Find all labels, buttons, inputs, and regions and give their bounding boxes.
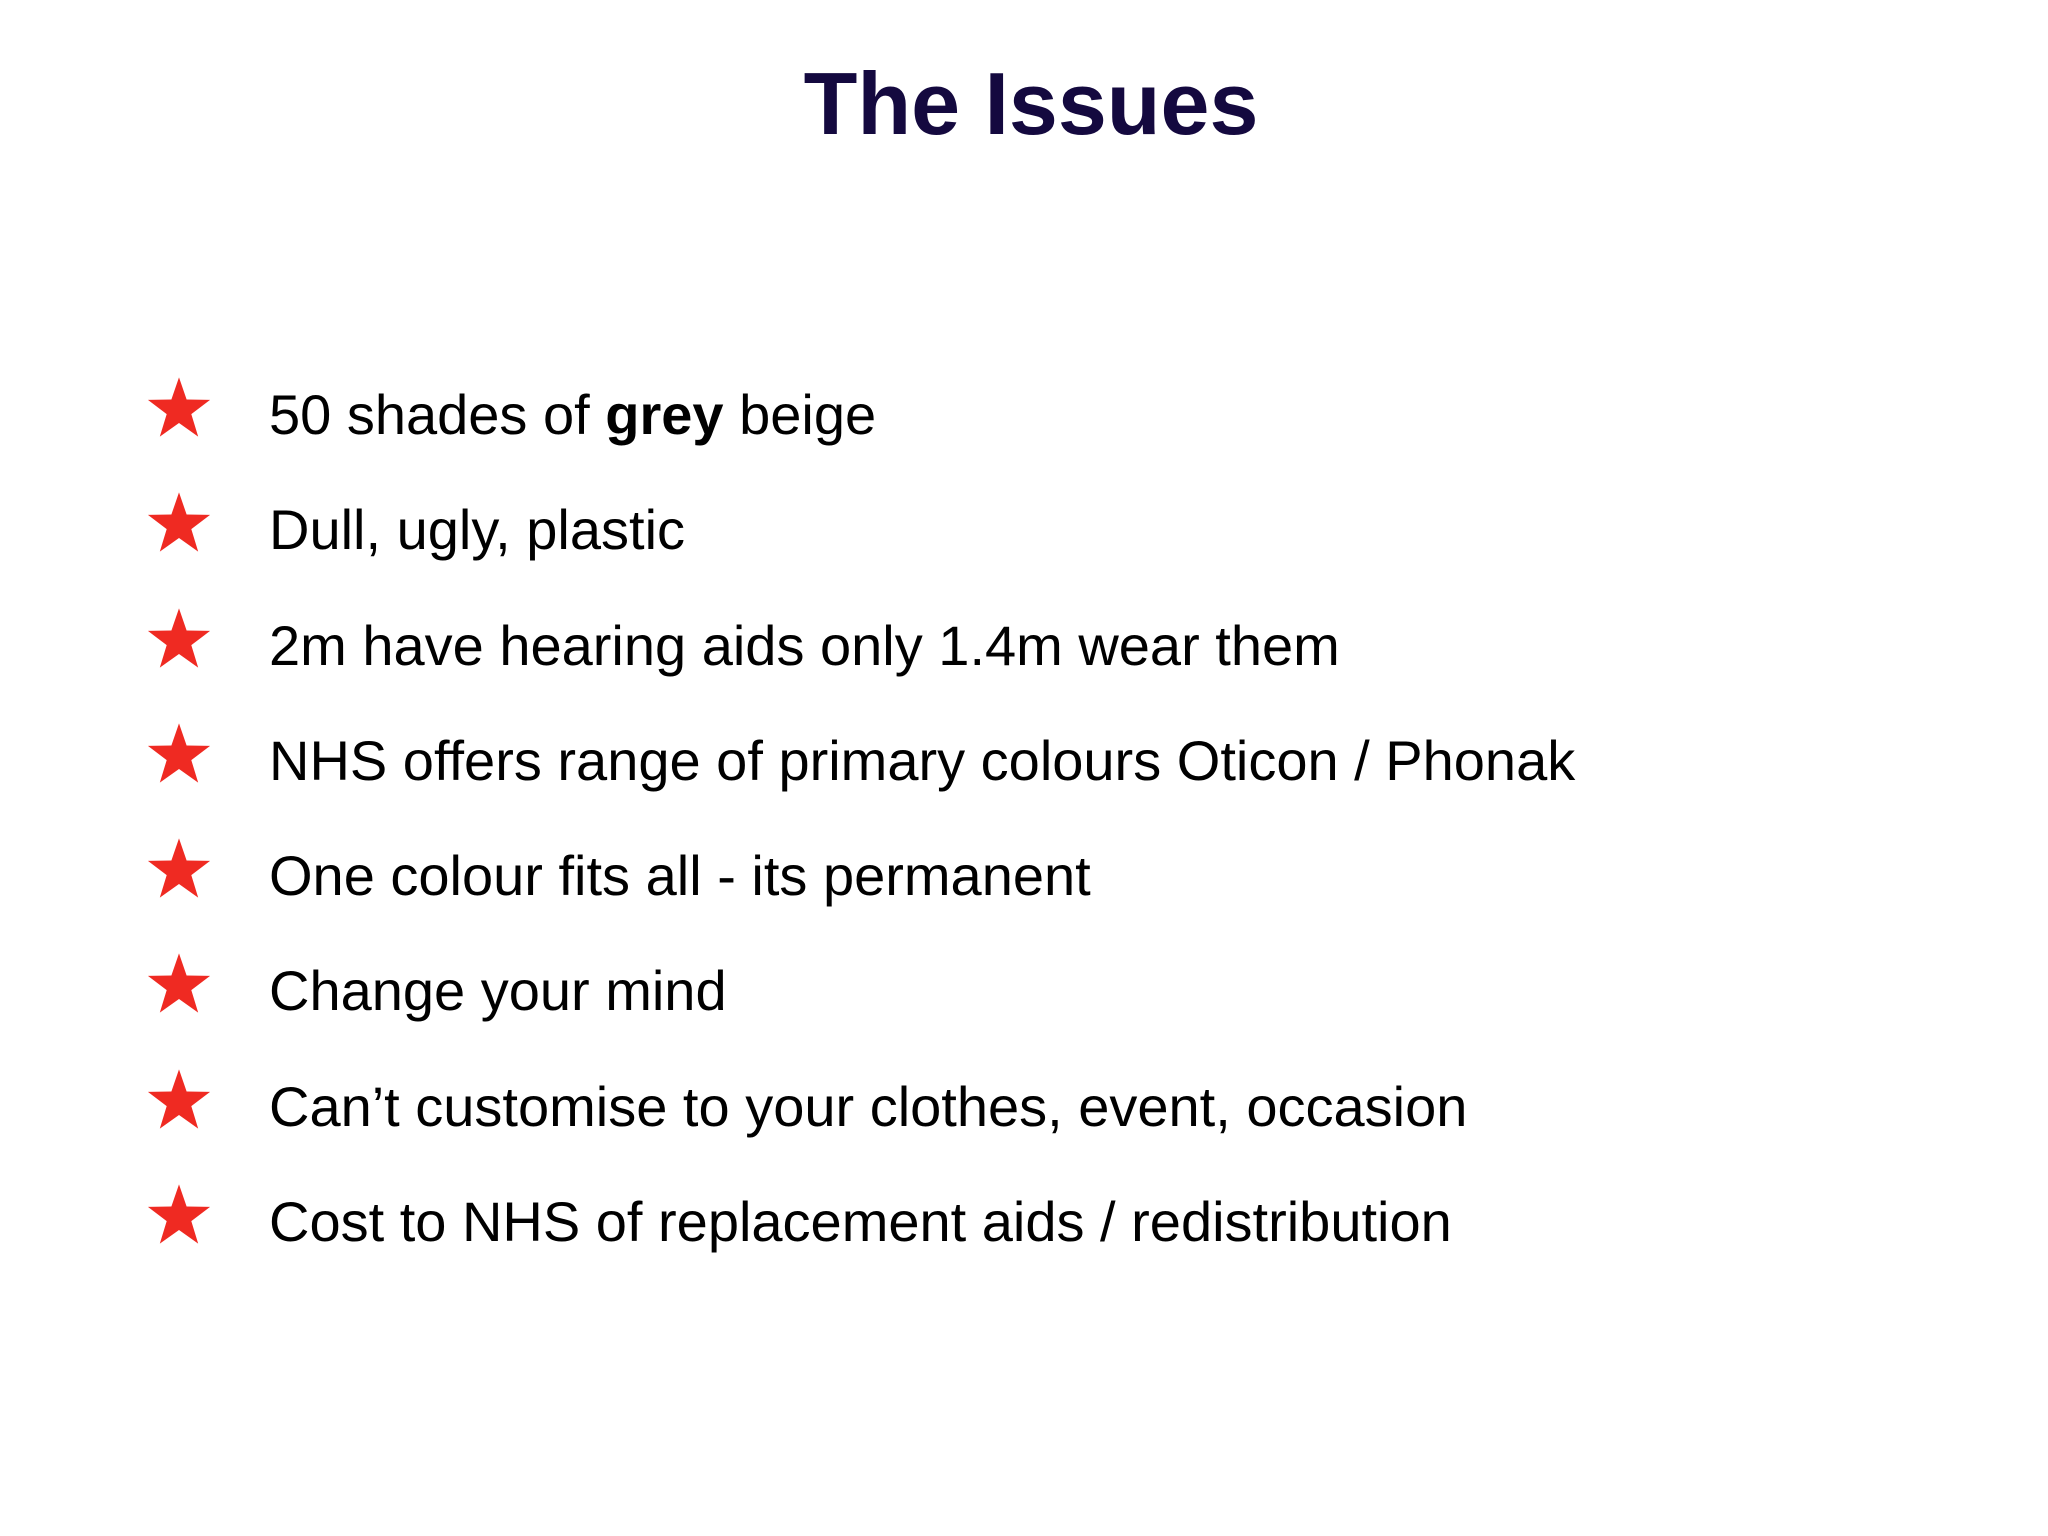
bullet-text: Dull, ugly, plastic	[269, 498, 686, 561]
star-icon	[145, 376, 213, 444]
list-item	[0, 472, 2048, 587]
bullet-text-end: beige	[723, 383, 877, 446]
list-item	[0, 818, 2048, 933]
list-item	[0, 357, 2048, 472]
bullet-text-start: 50 shades of	[269, 383, 606, 446]
slide-title: The Issues	[803, 54, 1259, 153]
list-item	[0, 1049, 2048, 1164]
bullet-text: Cost to NHS of replacement aids / redistribution	[269, 1190, 1452, 1253]
star-icon	[145, 952, 213, 1020]
star-icon	[145, 1183, 213, 1251]
star-icon	[145, 607, 213, 675]
star-icon	[145, 1068, 213, 1136]
bullet-text: One colour fits all - its permanent	[269, 844, 1091, 907]
star-icon	[145, 837, 213, 905]
bullet-text: Change your mind	[269, 959, 727, 1022]
bullet-emphasis: grey	[605, 383, 724, 446]
bullet-text: NHS offers range of primary colours Oticon / Phonak	[269, 729, 1576, 792]
list-item	[0, 933, 2048, 1048]
star-icon	[145, 722, 213, 790]
bullet-text: 2m have hearing aids only 1.4m wear them	[269, 614, 1340, 677]
star-icon	[145, 491, 213, 559]
bullet-text: Can’t customise to your clothes, event, occasion	[269, 1075, 1468, 1138]
list-item	[0, 1164, 2048, 1279]
list-item	[0, 703, 2048, 818]
bullet-text	[269, 357, 876, 472]
list-item	[0, 588, 2048, 703]
